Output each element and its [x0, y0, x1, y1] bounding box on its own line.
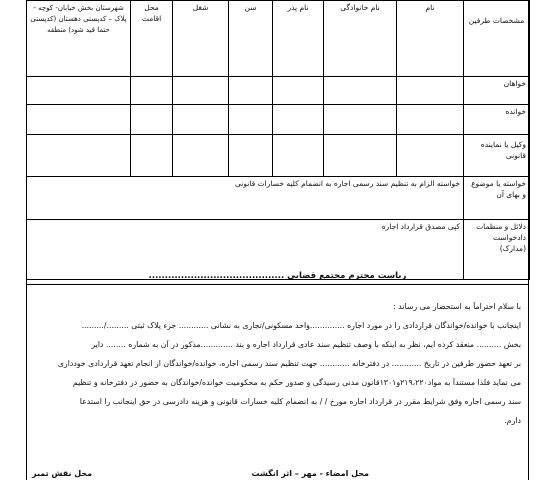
greeting-line: با سلام احتراماً به استحضار می رساند : [393, 302, 521, 311]
body-line: سند رسمی اجاره وفق شرایط مقرر در قرارداد اجاره مورخ / / به انضمام کلیه خسارات قانونی و هزینه دادرسی در حق اینجانب را استدعا [79, 397, 521, 406]
evidence-text[interactable]: کپی مصدق قرارداد اجاره [27, 220, 464, 280]
evidence-label: دلائل و منظمات دادخواست (مدارک) [464, 220, 530, 280]
header-father-name: نام پدر [273, 1, 324, 77]
row-label-attorney: وکیل یا نماینده قانونی [464, 135, 530, 177]
body-line: بخش .......... منعقد کرده ایم، نظر به اینکه با وصف تنظیم سند عادی قرارداد اجاره و بند .............مذکور در آن به شماره ........ دایر [91, 340, 521, 349]
body-line: دارم. [504, 416, 521, 425]
header-parties: مشخصات طرفین [464, 1, 530, 77]
body-line: اینجانب با خوانده/خواندگان قراردادی را در مورد اجاره ..............واحد مسکونی/تجاری به نشانی ............ جزء پلاک ثبتی ........./......... [81, 321, 521, 330]
request-label: خواسته یا موضوع و بهای آن [464, 177, 530, 220]
header-job: شغل [173, 1, 229, 77]
court-title: ریاست محترم مجتمع قضایی .......................................... [148, 271, 407, 281]
header-age: سن [229, 1, 273, 77]
header-surname: نام خانوادگی [324, 1, 397, 77]
header-address: شهرستان بخش خیابان- کوچه - پلاک – کدپستی دهستان (کدپستی حتما قید شود) منطقه [27, 1, 131, 77]
stamp-place: محل نقش تمبر [32, 469, 93, 478]
request-text[interactable]: خواسته الزام به تنظیم سند رسمی اجاره به انضمام کلیه خسارات قانونی [27, 177, 464, 220]
signature-place: محل امضاء - مهر – اثر انگشت [251, 469, 369, 478]
header-name: نام [397, 1, 464, 77]
body-line: بر تعهد حضور طرفین در تاریخ ............ در دفترخانه ............ جهت تنظیم سند رسمی اجاره، خوانده/خواندگان از انجام تعهد قراردادی خودداری [57, 359, 521, 368]
row-label-plaintiff: خواهان [464, 77, 530, 105]
body-line: می نماید فلذا مستنداً به مواد۲۱۹،۲۲۰و۱۳۰۱قانون مدنی رسیدگی و صدور حکم به محکومیت خوانده/خواندگان به حضور در دفترخانه و تنظیم [72, 378, 521, 387]
row-label-defendant: خوانده [464, 105, 530, 135]
page-frame [26, 0, 529, 480]
header-residence: محل اقامت [131, 1, 173, 77]
